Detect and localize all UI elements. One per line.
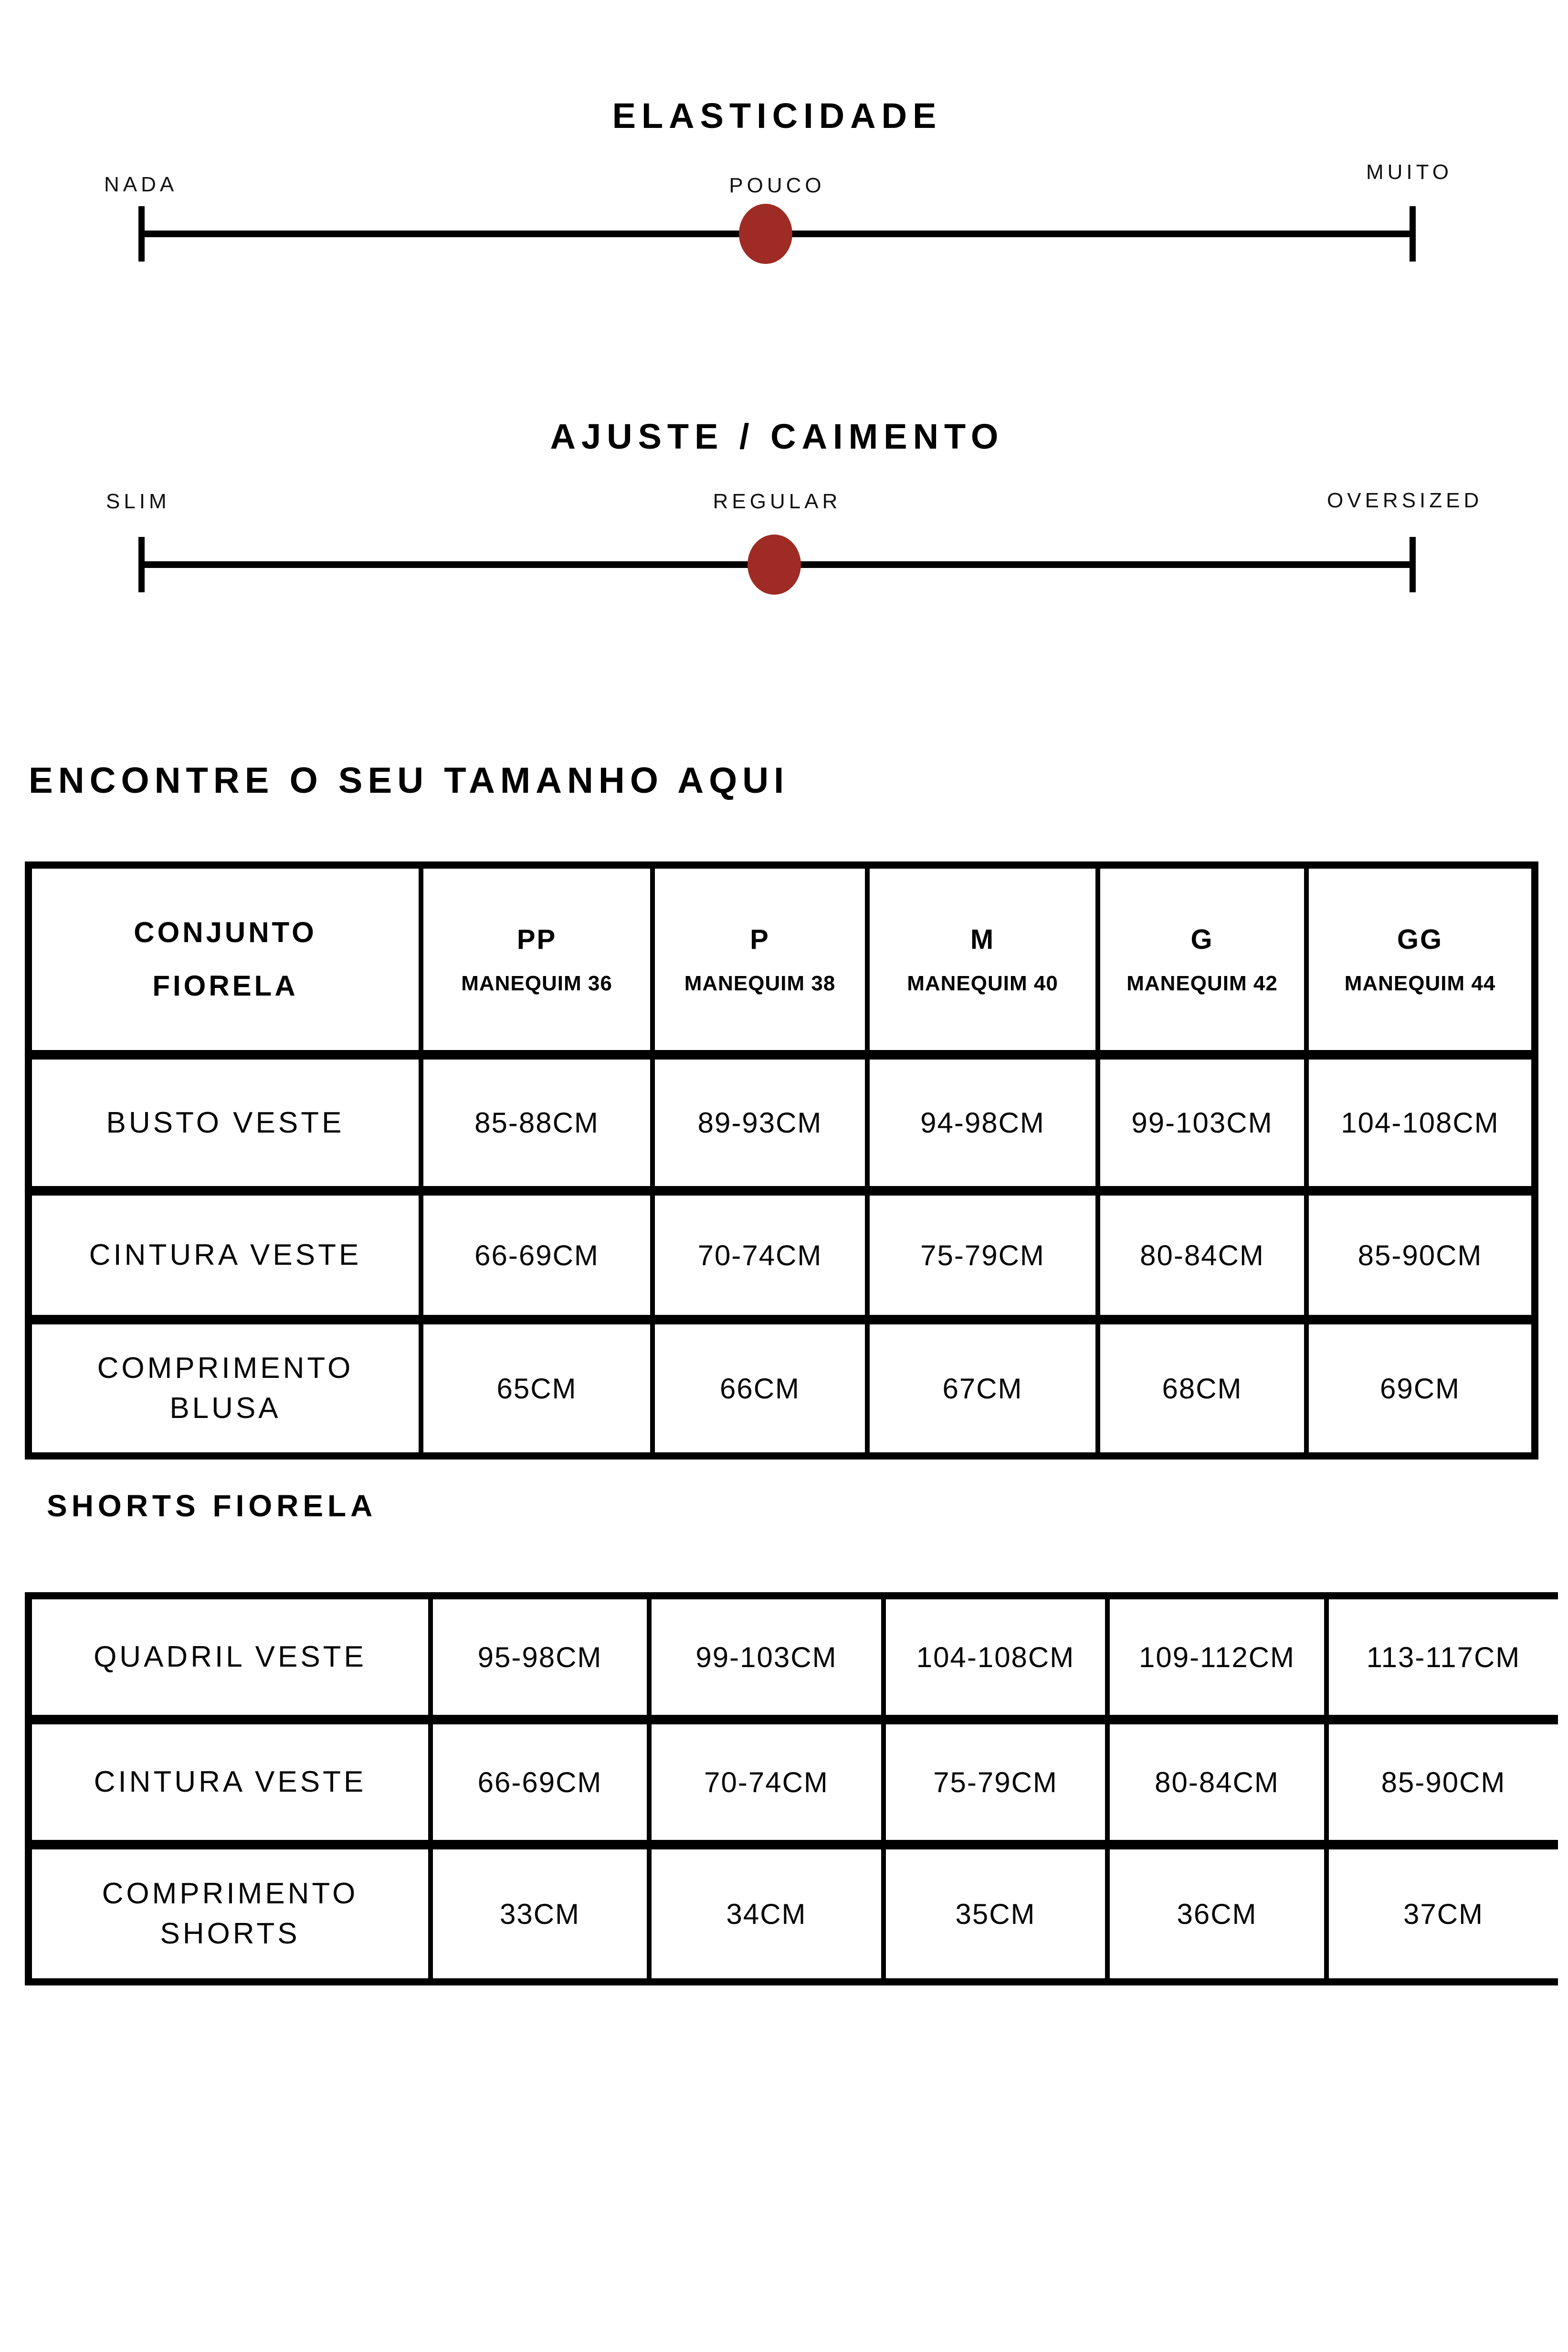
table-value: 99-103CM (1100, 1060, 1309, 1196)
elasticity-title: ELASTICIDADE (612, 96, 942, 136)
table-value: 85-90CM (1329, 1724, 1558, 1849)
elasticity-track-left-cap (138, 206, 145, 262)
size-column-header-p: P MANEQUIM 38 (655, 869, 870, 1060)
table-value: 75-79CM (886, 1724, 1110, 1849)
table-value: 80-84CM (1110, 1724, 1329, 1849)
find-size-heading: ENCONTRE O SEU TAMANHO AQUI (29, 760, 789, 801)
elasticity-label-center: POUCO (729, 174, 825, 197)
fit-label-right: OVERSIZED (1327, 489, 1483, 512)
fit-title: AJUSTE / CAIMENTO (550, 417, 1004, 456)
elasticity-track-right-cap (1410, 206, 1416, 262)
table-title-line2: FIORELA (152, 970, 298, 1002)
elasticity-slider-handle[interactable] (739, 204, 792, 264)
table-value: 85-88CM (423, 1060, 655, 1196)
shorts-size-table (25, 1592, 1558, 1985)
size-column-header-m: M MANEQUIM 40 (870, 869, 1100, 1060)
table-value: 66CM (655, 1324, 870, 1452)
table-value: 104-108CM (886, 1599, 1110, 1724)
fit-slider-handle[interactable] (747, 535, 801, 595)
table-value: 68CM (1100, 1324, 1309, 1452)
table-value: 113-117CM (1329, 1599, 1558, 1724)
table-value: 70-74CM (652, 1724, 886, 1849)
table-value: 37CM (1403, 1898, 1484, 1930)
row-label-busto: BUSTO VESTE (32, 1060, 423, 1196)
table-value: 66-69CM (423, 1196, 655, 1324)
table-value: 69CM (1379, 1372, 1461, 1405)
table-value: 67CM (870, 1324, 1100, 1452)
size-column-header-pp: PP MANEQUIM 36 (423, 869, 655, 1060)
row-label-comprimento-shorts: COMPRIMENTO SHORTS (32, 1849, 433, 1978)
table-value: 65CM (423, 1324, 655, 1452)
table-value: 35CM (886, 1849, 1110, 1978)
table-value: 109-112CM (1110, 1599, 1329, 1724)
conjunto-size-table (25, 861, 1538, 1460)
row-label-cintura-shorts: CINTURA VESTE (32, 1724, 433, 1849)
table-value: 104-108CM (1309, 1060, 1531, 1196)
size-column-header-g: G MANEQUIM 42 (1100, 869, 1309, 1060)
table-value: 95-98CM (433, 1599, 652, 1724)
elasticity-label-left: NADA (104, 173, 178, 196)
fit-label-left: SLIM (106, 490, 170, 513)
table-value: 75-79CM (870, 1196, 1100, 1324)
fit-track-left-cap (138, 537, 145, 592)
table-value: 94-98CM (870, 1060, 1100, 1196)
table-value: 70-74CM (655, 1196, 870, 1324)
elasticity-label-right: MUITO (1366, 160, 1452, 184)
fit-label-center: REGULAR (713, 490, 842, 513)
table-corner-cell (32, 869, 423, 1060)
size-column-header-gg: GG MANEQUIM 44 (1309, 869, 1531, 1060)
row-label-comprimento-blusa: COMPRIMENTO BLUSA (32, 1324, 423, 1452)
row-label-cintura: CINTURA VESTE (32, 1196, 423, 1324)
table-value: 85-90CM (1309, 1196, 1531, 1324)
table-value: 99-103CM (652, 1599, 886, 1724)
table-title-line1: CONJUNTO (134, 916, 317, 948)
row-label-quadril: QUADRIL VESTE (32, 1599, 433, 1724)
fit-track-right-cap (1410, 537, 1416, 592)
table-value: 33CM (433, 1849, 652, 1978)
table-value: 80-84CM (1100, 1196, 1309, 1324)
table-value: 36CM (1110, 1849, 1329, 1978)
shorts-heading: SHORTS FIORELA (47, 1489, 377, 1523)
table-value: 66-69CM (433, 1724, 652, 1849)
table-value: 89-93CM (655, 1060, 870, 1196)
table-value: 34CM (652, 1849, 886, 1978)
